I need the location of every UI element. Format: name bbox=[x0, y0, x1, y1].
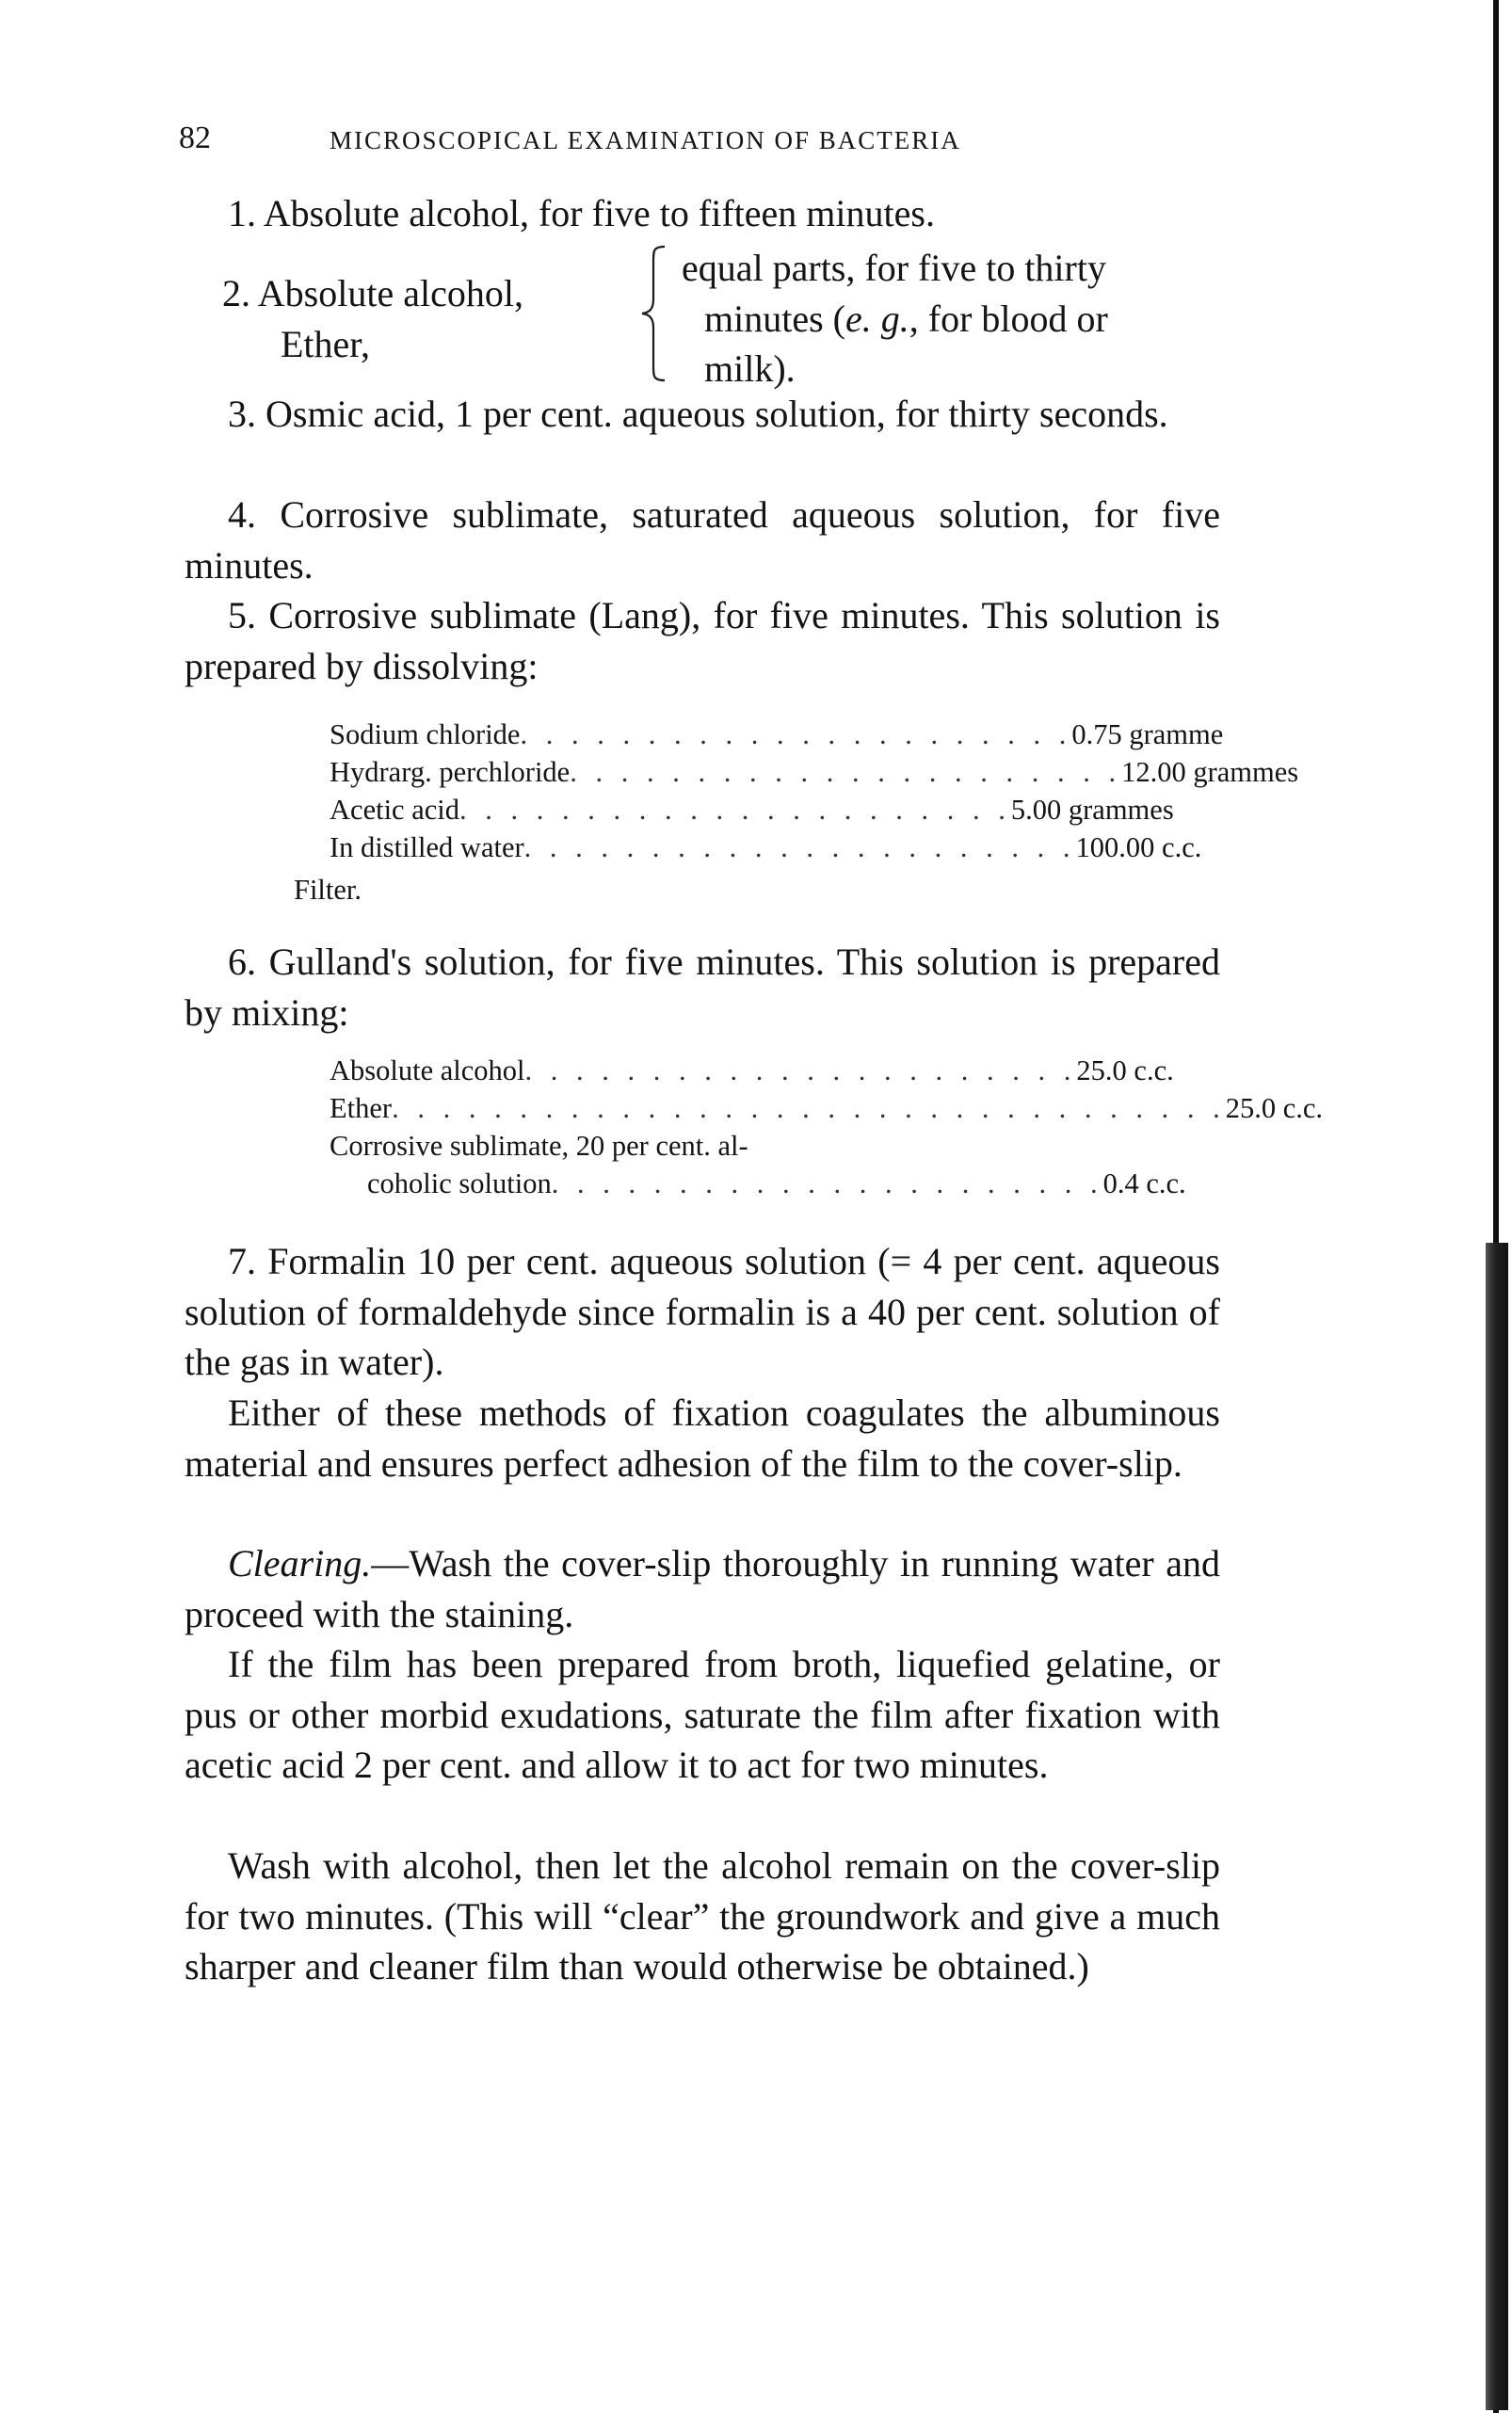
item-2-left bbox=[222, 268, 523, 369]
recipe-ingredient: coholic solution bbox=[367, 1167, 552, 1199]
recipe-ingredient: Sodium chloride bbox=[330, 718, 521, 750]
item-2-right-line2 bbox=[682, 294, 1404, 345]
paragraph-fixation-text: Either of these methods of fixation coagulates the albuminous material and ensures perfect adhesion of the film to the cover-slip. bbox=[185, 1391, 1220, 1485]
item-3 bbox=[185, 389, 1220, 440]
item-2-right-line3: milk). bbox=[704, 347, 796, 390]
item-6 bbox=[185, 937, 1220, 1038]
item-1 bbox=[185, 188, 1220, 239]
running-title: MICROSCOPICAL EXAMINATION OF BACTERIA bbox=[330, 126, 961, 154]
paragraph-wash-text: Wash with alcohol, then let the alcohol remain on the cover-slip for two minutes. (This will “clear” the groundwork and give a much sharper and cleaner film than would otherwise be obtained.) bbox=[185, 1844, 1220, 1987]
item-6-text: 6. Gulland's solution, for five minutes. This solution is prepared by mixing: bbox=[185, 941, 1220, 1034]
curly-brace-icon bbox=[636, 243, 678, 384]
recipe-quantity: 0.75 gramme bbox=[1071, 718, 1224, 750]
page-edge-shadow-lower bbox=[1486, 1243, 1508, 2410]
item-2 bbox=[185, 243, 1220, 394]
recipe-quantity: 5.00 grammes bbox=[1010, 794, 1174, 826]
recipe-ingredient: Hydrarg. perchloride bbox=[330, 756, 571, 788]
clearing-label: Clearing. bbox=[228, 1542, 372, 1585]
recipe-filter-note: Filter. bbox=[294, 874, 362, 906]
item-2-left-line1: 2. Absolute alcohol, bbox=[222, 272, 523, 314]
item-4 bbox=[185, 490, 1220, 590]
item-1-text: 1. Absolute alcohol, for five to fifteen minutes. bbox=[228, 192, 935, 234]
paragraph-wash bbox=[185, 1841, 1220, 1992]
item-5-text: 5. Corrosive sublimate (Lang), for five minutes. This solution is prepared by dissolving: bbox=[185, 594, 1220, 687]
clearing-text: —Wash the cover-slip thoroughly in running water and proceed with the staining. bbox=[185, 1542, 1220, 1635]
recipe-row: In distilled water . . . . . . . . . . . . . . . . . . . . . . 100.00 c.c. bbox=[330, 828, 1102, 866]
item-3-text: 3. Osmic acid, 1 per cent. aqueous solution, for thirty seconds. bbox=[228, 393, 1168, 435]
recipe-row: Hydrarg. perchloride . . . . . . . . . . . . . . . . . . . . . . 12.00 grammes bbox=[330, 753, 1102, 791]
recipe-quantity: 0.4 c.c. bbox=[1102, 1167, 1186, 1199]
recipe-row: Sodium chloride . . . . . . . . . . . . . . . . . . . . . . 0.75 gramme bbox=[330, 716, 1102, 753]
paragraph-fixation bbox=[185, 1388, 1220, 1488]
recipe-row: Ether . . . . . . . . . . . . . . . . . . . . . . . . . . . . . . . . . 25.0 c.c. bbox=[330, 1089, 1073, 1127]
paragraph-broth-text: If the film has been prepared from broth, liquefied gelatine, or pus or other morbid exudations, saturate the film after fixation with acetic acid 2 per cent. and allow it to act for two minutes. bbox=[185, 1643, 1220, 1786]
item-2-right-line2a: minutes ( bbox=[704, 297, 845, 340]
paragraph-clearing bbox=[185, 1538, 1220, 1639]
recipe-ingredient: Corrosive sublimate, 20 per cent. al- bbox=[330, 1130, 748, 1162]
recipe-lang bbox=[330, 716, 1299, 866]
recipe-ingredient: Absolute alcohol bbox=[330, 1054, 525, 1086]
recipe-quantity: 12.00 grammes bbox=[1121, 756, 1299, 788]
item-2-right-line2b: , for blood or bbox=[909, 297, 1108, 340]
recipe-row: Absolute alcohol . . . . . . . . . . . . . . . . . . . . . . 25.0 c.c. bbox=[330, 1052, 1073, 1089]
item-2-right bbox=[682, 243, 1404, 394]
recipe-quantity: 100.00 c.c. bbox=[1075, 831, 1202, 863]
running-head bbox=[179, 121, 1224, 158]
recipe-gulland bbox=[330, 1052, 1324, 1202]
item-4-text: 4. Corrosive sublimate, saturated aqueous solution, for five minutes. bbox=[185, 493, 1220, 587]
item-2-left-line2: Ether, bbox=[281, 322, 371, 365]
recipe-ingredient: Acetic acid bbox=[330, 794, 460, 826]
recipe-row: Acetic acid . . . . . . . . . . . . . . . . . . . . . . 5.00 grammes bbox=[330, 791, 1102, 828]
paragraph-clearing-text bbox=[185, 1538, 1220, 1639]
item-2-right-italic: e. g. bbox=[844, 297, 909, 340]
item-2-right-line1: equal parts, for five to thirty bbox=[682, 247, 1106, 289]
recipe-quantity: 25.0 c.c. bbox=[1076, 1054, 1174, 1086]
recipe-ingredient: In distilled water bbox=[330, 831, 524, 863]
paragraph-broth bbox=[185, 1639, 1220, 1791]
recipe-row bbox=[330, 1127, 1073, 1165]
recipe-row: coholic solution . . . . . . . . . . . . . . . . . . . . . . 0.4 c.c. bbox=[330, 1165, 1073, 1202]
recipe-quantity: 25.0 c.c. bbox=[1225, 1092, 1324, 1124]
item-5 bbox=[185, 590, 1220, 691]
item-7-text: 7. Formalin 10 per cent. aqueous solution (= 4 per cent. aqueous solution of formaldehyde since formalin is a 40 per cent. solution of the gas in water). bbox=[185, 1240, 1220, 1383]
item-7 bbox=[185, 1236, 1220, 1388]
recipe-ingredient: Ether bbox=[330, 1092, 393, 1124]
page-number: 82 bbox=[179, 121, 211, 155]
